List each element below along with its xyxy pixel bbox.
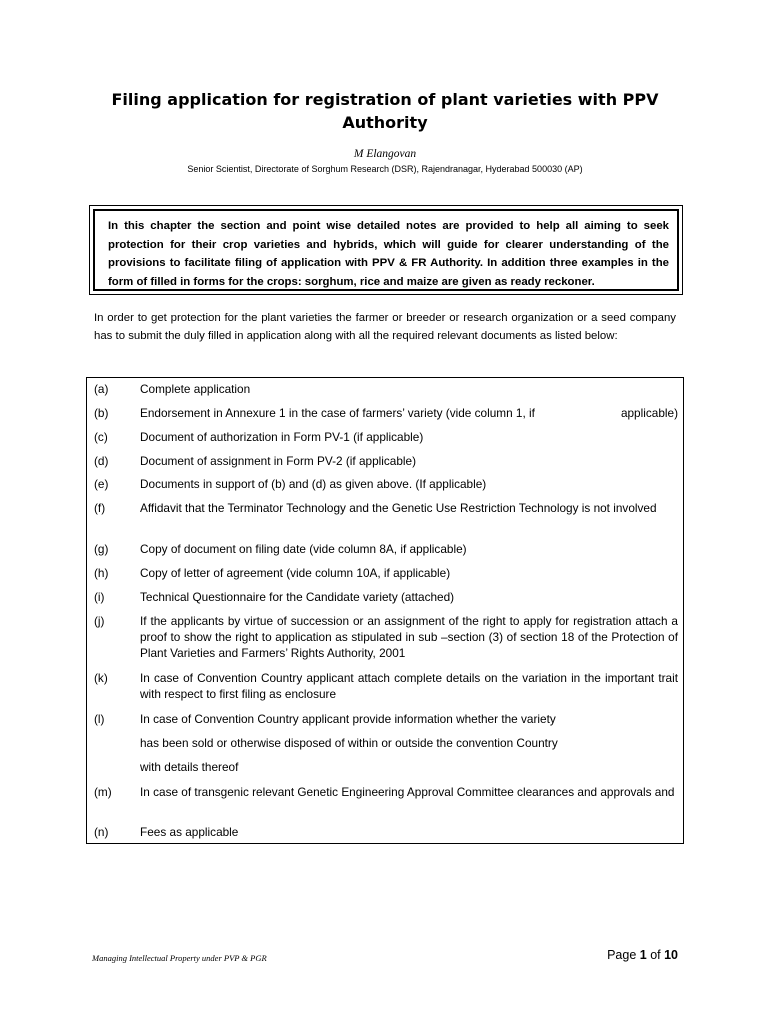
footer-running-title: Managing Intellectual Property under PVP & PGR bbox=[92, 953, 267, 963]
page-current: 1 bbox=[639, 948, 647, 962]
list-item-label: (j) bbox=[94, 614, 105, 628]
page-of: of bbox=[646, 948, 665, 962]
page-number bbox=[607, 948, 678, 962]
list-item-text-right: applicable) bbox=[620, 406, 678, 420]
list-item-label: (a) bbox=[94, 382, 109, 396]
list-item-text: Copy of letter of agreement (vide column 10A, if applicable) bbox=[140, 566, 451, 580]
page-total: 10 bbox=[664, 948, 678, 962]
list-item-text: Document of authorization in Form PV-1 (if applicable) bbox=[140, 430, 424, 444]
list-item-label: (l) bbox=[94, 712, 105, 726]
list-item-text: with details thereof bbox=[140, 760, 239, 774]
abstract-box bbox=[89, 205, 683, 295]
list-item-label: (d) bbox=[94, 454, 109, 468]
list-item-text: Document of assignment in Form PV-2 (if applicable) bbox=[140, 454, 417, 468]
list-item-text: In case of Convention Country applicant provide information whether the variety bbox=[140, 712, 556, 726]
abstract-inner-frame bbox=[93, 209, 679, 291]
list-item-label: (c) bbox=[94, 430, 108, 444]
author-affiliation: Senior Scientist, Directorate of Sorghum Research (DSR), Rajendranagar, Hyderabad 500030 (AP) bbox=[187, 164, 583, 174]
author-name: M Elangovan bbox=[353, 148, 417, 160]
list-item-text: Complete application bbox=[140, 382, 251, 396]
list-item-label: (i) bbox=[94, 590, 105, 604]
list-item-text: has been sold or otherwise disposed of within or outside the convention Country bbox=[140, 736, 558, 750]
list-item-label: (k) bbox=[94, 671, 108, 685]
list-item-text: Affidavit that the Terminator Technology and the Genetic Use Restriction Technology is not involved bbox=[140, 501, 657, 515]
list-item-text: Fees as applicable bbox=[140, 825, 239, 839]
abstract-text: In this chapter the section and point wise detailed notes are provided to help all aiming to seek protection for their crop varieties and hybrids, which will guide for clearer understanding of the provisions to facilitate filing of application with PPV & FR Authority. In addition three examples in the form of filled in forms for the crops: sorghum, rice and maize are given as ready reckoner. bbox=[108, 220, 669, 288]
document-title: Filing application for registration of plant varieties with PPV Authority bbox=[111, 90, 659, 132]
intro-paragraph: In order to get protection for the plant varieties the farmer or breeder or research organization or a seed company has to submit the duly filled in application along with all the required relevant documents as listed below: bbox=[94, 312, 676, 342]
list-item-text: In case of transgenic relevant Genetic Engineering Approval Committee clearances and approvals and bbox=[140, 785, 675, 799]
list-item-label: (n) bbox=[94, 825, 109, 839]
list-item-text: Endorsement in Annexure 1 in the case of farmers’ variety (vide column 1, if bbox=[140, 406, 535, 420]
list-item-text: If the applicants by virtue of succession or an assignment of the right to apply for registration attach a proof to show the right to application as stipulated in sub –section (3) of section 18 of the Protection of Plant Varieties and Farmers’ Rights Authority, 2001 bbox=[140, 614, 678, 660]
list-item-label: (f) bbox=[94, 501, 106, 515]
list-item-text: Documents in support of (b) and (d) as given above. (If applicable) bbox=[140, 477, 487, 491]
list-item-label: (m) bbox=[94, 785, 112, 799]
page-prefix: Page bbox=[607, 948, 640, 962]
list-item-label: (e) bbox=[94, 477, 109, 491]
list-item-text: Copy of document on filing date (vide column 8A, if applicable) bbox=[140, 542, 467, 556]
list-item-label: (b) bbox=[94, 406, 109, 420]
list-item-text-wrap bbox=[140, 405, 678, 421]
list-item-label: (g) bbox=[94, 542, 109, 556]
list-item-label: (h) bbox=[94, 566, 109, 580]
document-list bbox=[86, 377, 684, 844]
list-item-text: In case of Convention Country applicant attach complete details on the variation in the important trait with respect to first filing as enclosure bbox=[140, 671, 678, 701]
list-item-text: Technical Questionnaire for the Candidate variety (attached) bbox=[140, 590, 455, 604]
